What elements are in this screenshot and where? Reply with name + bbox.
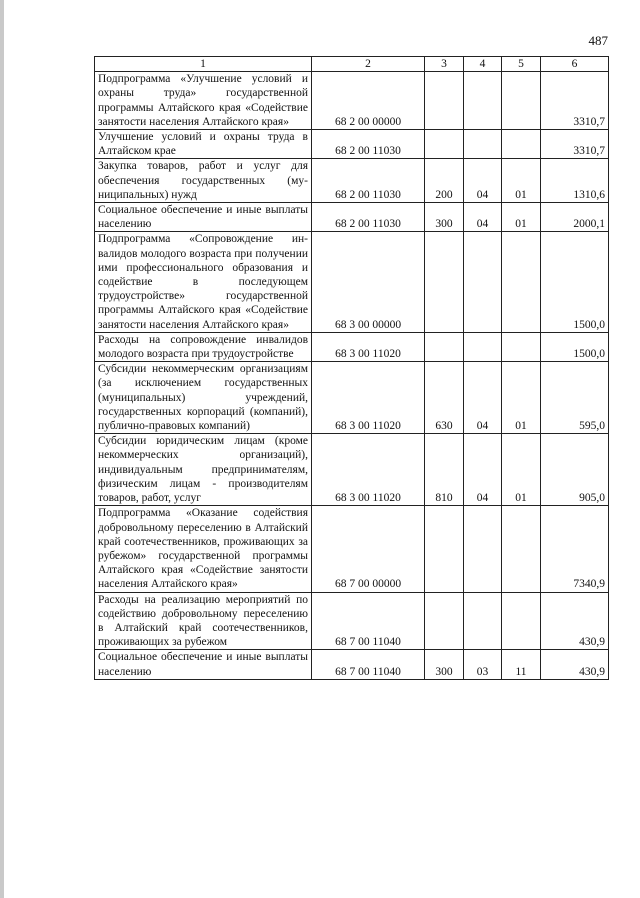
row-name-cell: Улучшение условий и охраны труда в Алтайском крае: [95, 130, 312, 159]
row-sum-cell: 430,9: [541, 592, 609, 650]
row-pr-cell: 01: [502, 362, 541, 434]
row-sum-cell: 905,0: [541, 434, 609, 506]
row-code-cell: 68 3 00 11020: [312, 434, 425, 506]
table-row: [95, 130, 609, 159]
row-sum-cell: 3310,7: [541, 130, 609, 159]
row-vr-cell: 810: [425, 434, 464, 506]
row-code-cell: 68 3 00 00000: [312, 232, 425, 332]
row-rz-cell: 04: [464, 203, 502, 232]
row-vr-cell: [425, 232, 464, 332]
row-pr-cell: [502, 72, 541, 130]
row-sum-cell: 1310,6: [541, 159, 609, 203]
row-name-cell: Закупка товаров, работ и услуг для обеспечения государственных (муниципальных) нужд: [95, 159, 312, 203]
page-number: 487: [588, 33, 608, 48]
row-code-cell: 68 3 00 11020: [312, 332, 425, 361]
row-vr-cell: 300: [425, 203, 464, 232]
row-rz-cell: 03: [464, 650, 502, 679]
row-sum-cell: 430,9: [541, 650, 609, 679]
table-row: [95, 434, 609, 506]
row-name-cell: Субсидии юридическим лицам (кроме некоммерческих организаций), индивидуальным предпринимателям, физическим лицам - производителям товаров, работ, услуг: [95, 434, 312, 506]
row-rz-cell: 04: [464, 434, 502, 506]
row-name-cell: Подпрограмма «Оказание содействия добровольному переселению в Алтайский край соотечественников, проживающих за рубежом» государственной программы Алтайского края «Содействие занятости населения Алтайского края»: [95, 506, 312, 592]
row-name-cell: Подпрограмма «Сопровождение инвалидов молодого возраста при получении ими профессионального образования и содействие в последующем трудоустройстве» государственной программы Алтайского края «Содействие занятости населения Алтайского края»: [95, 232, 312, 332]
table-row: [95, 203, 609, 232]
table-row: [95, 159, 609, 203]
row-pr-cell: [502, 506, 541, 592]
row-rz-cell: 04: [464, 362, 502, 434]
column-header: 6: [541, 57, 609, 72]
row-sum-cell: 7340,9: [541, 506, 609, 592]
row-pr-cell: 01: [502, 159, 541, 203]
column-header: 2: [312, 57, 425, 72]
row-vr-cell: [425, 592, 464, 650]
row-code-cell: 68 2 00 11030: [312, 159, 425, 203]
column-header: 5: [502, 57, 541, 72]
row-sum-cell: 2000,1: [541, 203, 609, 232]
row-rz-cell: [464, 72, 502, 130]
scan-left-edge: [0, 0, 4, 898]
column-header: 1: [95, 57, 312, 72]
row-name-cell: Расходы на реализацию мероприятий по содействию добровольному переселению в Алтайский край соотечественников, проживающих за рубежом: [95, 592, 312, 650]
row-sum-cell: 1500,0: [541, 332, 609, 361]
row-rz-cell: [464, 232, 502, 332]
row-rz-cell: 04: [464, 159, 502, 203]
row-vr-cell: 630: [425, 362, 464, 434]
row-vr-cell: [425, 72, 464, 130]
row-rz-cell: [464, 130, 502, 159]
row-code-cell: 68 3 00 11020: [312, 362, 425, 434]
row-rz-cell: [464, 332, 502, 361]
row-code-cell: 68 7 00 00000: [312, 506, 425, 592]
row-vr-cell: 300: [425, 650, 464, 679]
row-code-cell: 68 2 00 11030: [312, 203, 425, 232]
row-code-cell: 68 2 00 00000: [312, 72, 425, 130]
row-sum-cell: 1500,0: [541, 232, 609, 332]
row-name-cell: Расходы на сопровождение инвалидов молодого возраста при трудоустройстве: [95, 332, 312, 361]
table-header-row: [95, 57, 609, 72]
budget-table: [94, 56, 609, 680]
row-sum-cell: 595,0: [541, 362, 609, 434]
row-name-cell: Субсидии некоммерческим организациям (за исключением государственных (муниципальных) учреждений, государственных корпораций (компаний), публично-правовых компаний): [95, 362, 312, 434]
column-header: 3: [425, 57, 464, 72]
row-pr-cell: [502, 592, 541, 650]
row-vr-cell: [425, 130, 464, 159]
row-pr-cell: [502, 130, 541, 159]
row-rz-cell: [464, 592, 502, 650]
row-name-cell: Социальное обеспечение и иные выплаты населению: [95, 650, 312, 679]
table-row: [95, 232, 609, 332]
column-header: 4: [464, 57, 502, 72]
table-row: [95, 506, 609, 592]
row-pr-cell: [502, 332, 541, 361]
row-rz-cell: [464, 506, 502, 592]
row-vr-cell: [425, 506, 464, 592]
row-sum-cell: 3310,7: [541, 72, 609, 130]
table-row: [95, 332, 609, 361]
row-code-cell: 68 7 00 11040: [312, 650, 425, 679]
table-row: [95, 72, 609, 130]
row-pr-cell: 01: [502, 434, 541, 506]
row-name-cell: Подпрограмма «Улучшение условий и охраны труда» государственной программы Алтайского края «Содействие занятости населения Алтайского края»: [95, 72, 312, 130]
row-code-cell: 68 2 00 11030: [312, 130, 425, 159]
row-pr-cell: 11: [502, 650, 541, 679]
row-pr-cell: [502, 232, 541, 332]
row-pr-cell: 01: [502, 203, 541, 232]
row-vr-cell: 200: [425, 159, 464, 203]
table-row: [95, 362, 609, 434]
row-vr-cell: [425, 332, 464, 361]
table-row: [95, 592, 609, 650]
row-name-cell: Социальное обеспечение и иные выплаты населению: [95, 203, 312, 232]
row-code-cell: 68 7 00 11040: [312, 592, 425, 650]
table-row: [95, 650, 609, 679]
